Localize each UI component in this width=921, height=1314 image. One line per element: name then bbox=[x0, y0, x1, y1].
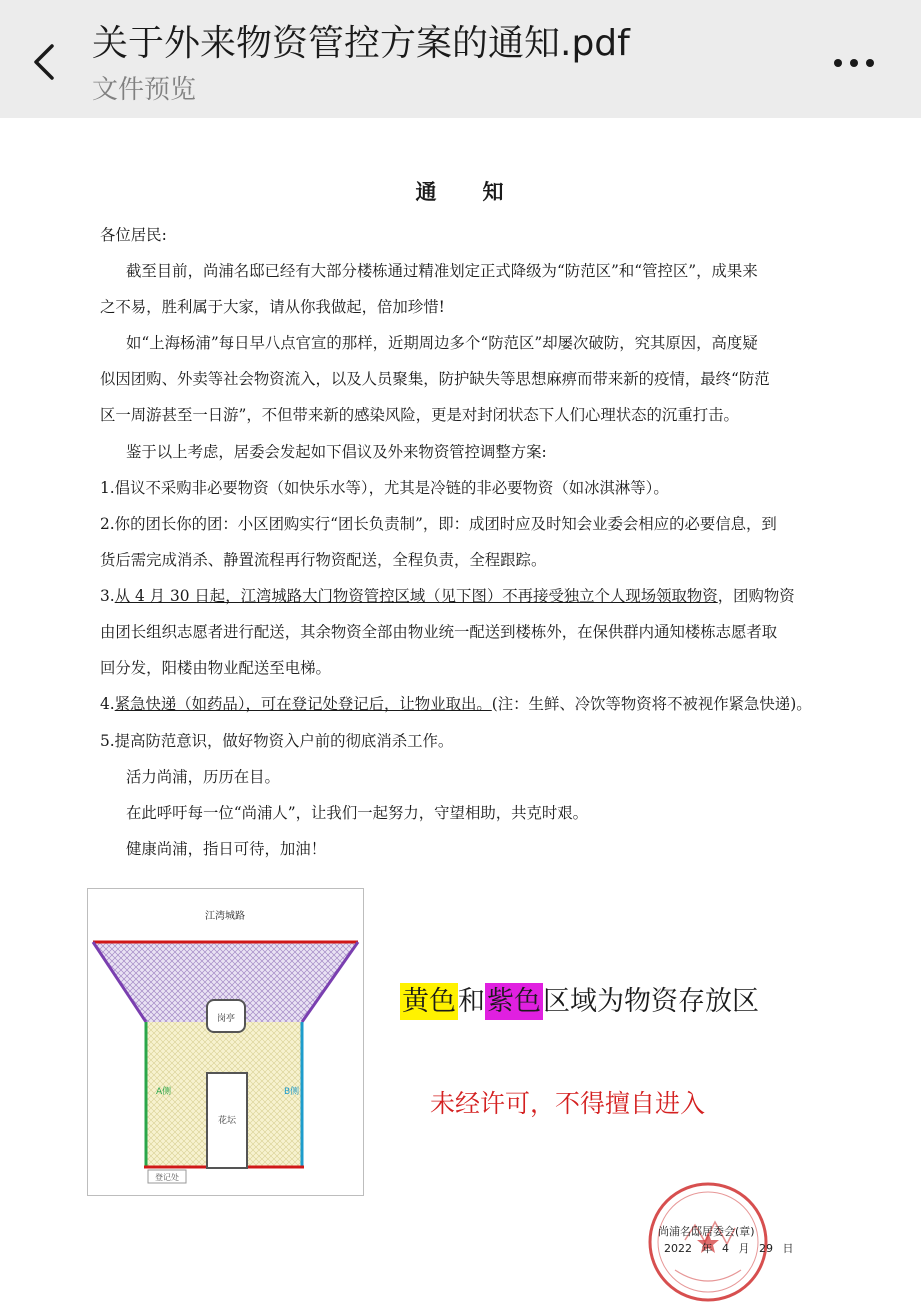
map-road-label: 江湾城路 bbox=[205, 911, 245, 922]
list-item-continuation: 由团长组织志愿者进行配送，其余物资全部由物业统一配送到楼栋外，在保供群内通知楼栋志愿者取 bbox=[100, 623, 778, 641]
list-item: 5.提高防范意识，做好物资入户前的彻底消杀工作。 bbox=[100, 732, 454, 750]
seal-date: 2022 年 4 月 29 日 bbox=[664, 1242, 794, 1255]
list-number: 3. bbox=[100, 587, 115, 605]
title-char: 知 bbox=[482, 179, 506, 204]
storage-area-legend bbox=[400, 980, 759, 1024]
area-map-drawing bbox=[88, 889, 363, 1195]
list-item-continuation: 回分发，阳楼由物业配送至电梯。 bbox=[100, 659, 331, 677]
title-char: 通 bbox=[415, 179, 439, 204]
paragraph-line: 截至目前，尚浦名邸已经有大部分楼栋通过精准划定正式降级为“防范区”和“管控区”，成果来 bbox=[126, 262, 758, 280]
paragraph-line: 如“上海杨浦”每日早八点官宣的那样，近期周边多个“防范区”却屡次破防，究其原因，高度疑 bbox=[126, 334, 758, 352]
list-item bbox=[100, 584, 795, 608]
legend-rest: 区域为物资存放区 bbox=[543, 986, 759, 1017]
paragraph-line: 区一周游甚至一日游”，不但带来新的感染风险，更是对封闭状态下人们心理状态的沉重打击。 bbox=[100, 406, 739, 424]
list-item: 1.倡议不采购非必要物资（如快乐水等），尤其是冷链的非必要物资（如冰淇淋等）。 bbox=[100, 479, 669, 497]
paragraph-line: 似因团购、外卖等社会物资流入，以及人员聚集，防护缺失等思想麻痹而带来新的疫情，最终“防范 bbox=[100, 370, 770, 388]
underlined-text: 从 4 月 30 日起，江湾城路大门物资管控区域（见下图）不再接受独立个人现场领取物资 bbox=[114, 587, 718, 605]
file-preview-label: 文件预览 bbox=[92, 75, 197, 105]
list-text: (注：生鲜、冷饮等物资将不被视作紧急快递)。 bbox=[491, 695, 812, 713]
document-title bbox=[0, 176, 921, 206]
list-item-continuation: 货后需完成消杀、静置流程再行物资配送，全程负责，全程跟踪。 bbox=[100, 551, 547, 569]
closing-line: 在此呼吁每一位“尚浦人”，让我们一起努力，守望相助，共克时艰。 bbox=[126, 804, 589, 822]
paragraph-line: 之不易，胜利属于大家，请从你我做起，倍加珍惜! bbox=[100, 298, 445, 316]
seal-organization: 尚浦名邸居委会(章) bbox=[658, 1225, 755, 1238]
paragraph-line: 鉴于以上考虑，居委会发起如下倡议及外来物资管控调整方案: bbox=[126, 443, 547, 461]
chevron-left-icon bbox=[26, 40, 66, 84]
list-number: 4. bbox=[100, 695, 115, 713]
more-horizontal-icon bbox=[826, 46, 882, 78]
list-text: ，团购物资 bbox=[717, 587, 795, 605]
top-bar bbox=[0, 0, 921, 118]
flowerbed-label: 花坛 bbox=[217, 1116, 237, 1126]
back-button[interactable] bbox=[26, 40, 66, 84]
list-item: 2.你的团长你的团：小区团购实行“团长负责制”，即：成团时应及时知会业委会相应的必要信息，到 bbox=[100, 515, 777, 533]
file-title: 关于外来物资管控方案的通知.pdf bbox=[92, 23, 630, 64]
purple-highlight-word: 紫色 bbox=[485, 983, 543, 1020]
closing-line: 健康尚浦，指日可待，加油！ bbox=[126, 840, 327, 858]
area-map bbox=[87, 888, 364, 1196]
side-a-label: A侧 bbox=[156, 1087, 172, 1097]
underlined-text: 紧急快递（如药品），可在登记处登记后，让物业取出。 bbox=[114, 695, 492, 713]
registration-label: 登记处 bbox=[155, 1173, 179, 1182]
no-entry-warning: 未经许可，不得擅自进入 bbox=[430, 1089, 706, 1118]
more-button[interactable] bbox=[826, 46, 882, 78]
list-item bbox=[100, 692, 812, 716]
pavilion-label: 岗亭 bbox=[216, 1014, 236, 1024]
closing-line: 活力尚浦，历历在目。 bbox=[126, 768, 280, 786]
salutation: 各位居民: bbox=[100, 226, 167, 244]
legend-and: 和 bbox=[458, 986, 485, 1017]
side-b-label: B侧 bbox=[284, 1087, 300, 1097]
yellow-highlight-word: 黄色 bbox=[400, 983, 458, 1020]
